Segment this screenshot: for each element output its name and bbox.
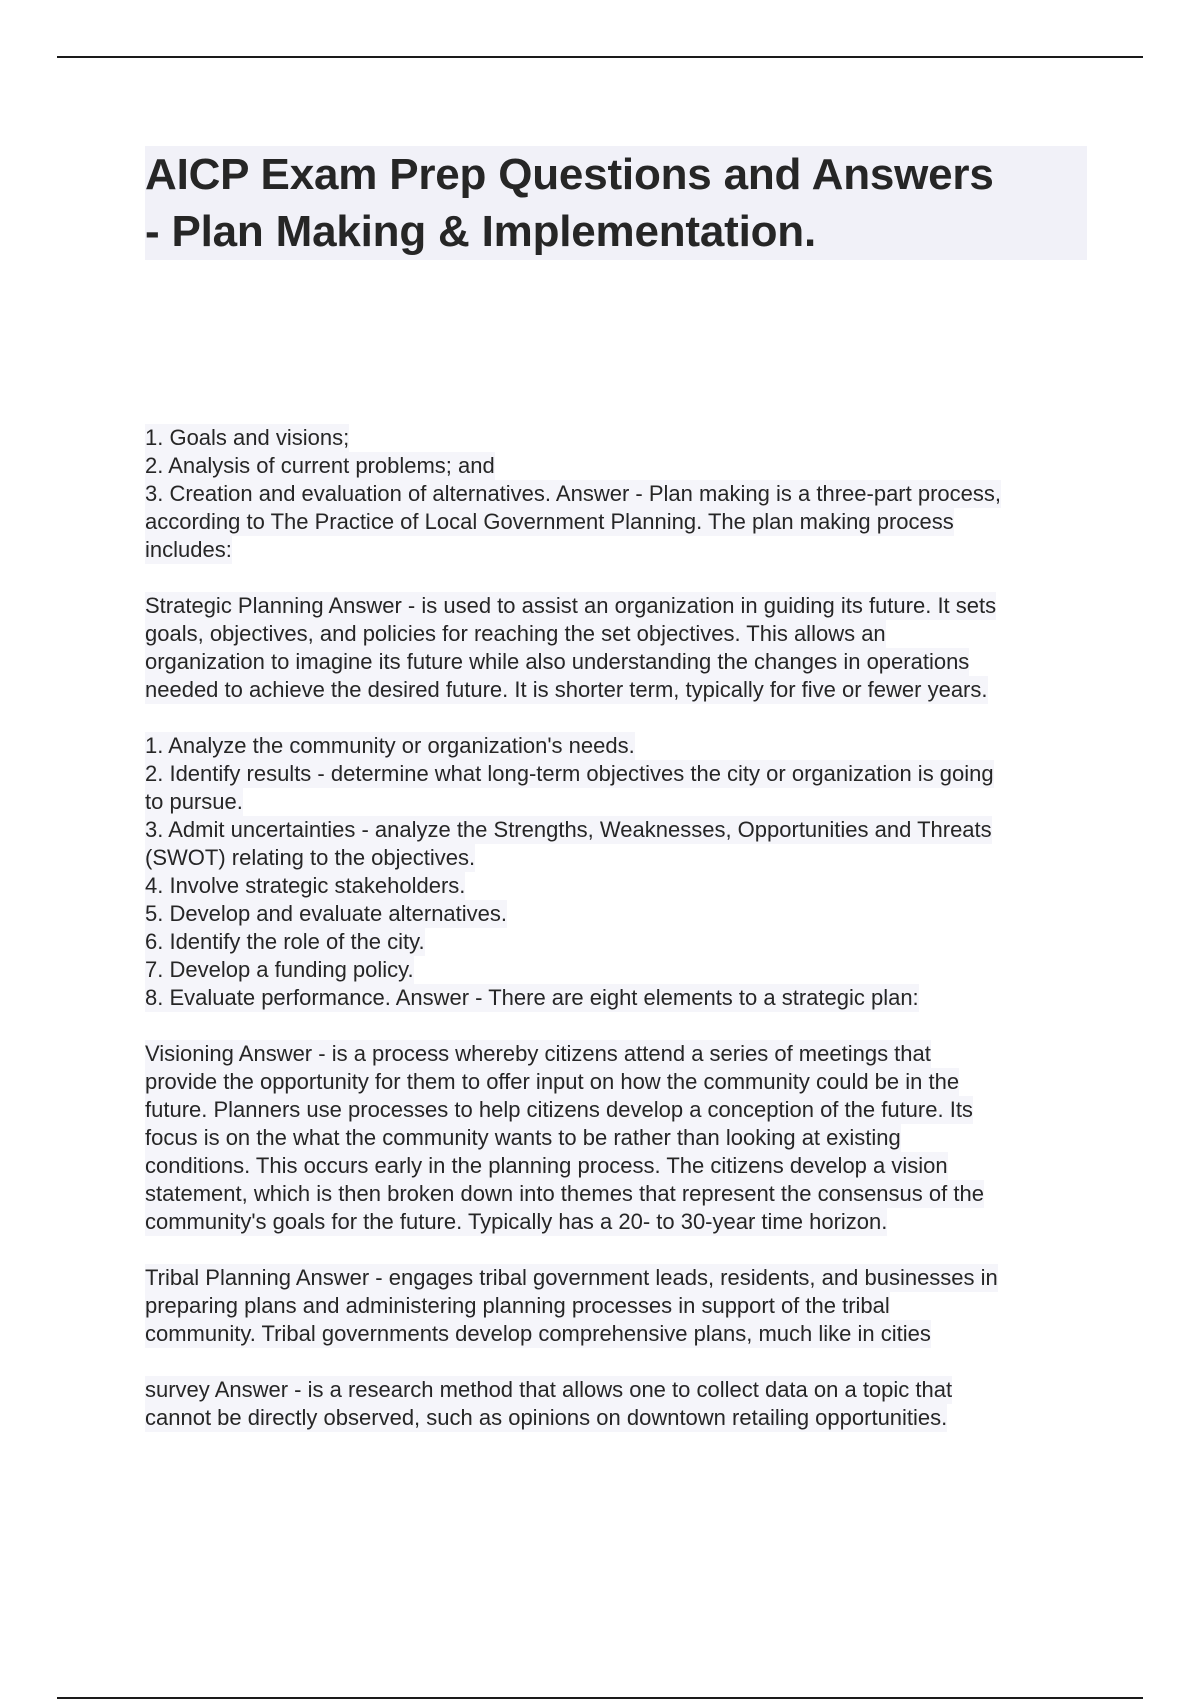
text-line: 4. Involve strategic stakeholders. bbox=[145, 873, 466, 898]
text-line: Strategic Planning Answer - is used to assist an organization in guiding its future. It sets bbox=[145, 593, 997, 618]
text-line: 2. Identify results - determine what long-term objectives the city or organization is going bbox=[145, 761, 994, 786]
paragraph-visioning bbox=[145, 1040, 1095, 1236]
paragraph-survey bbox=[145, 1376, 1095, 1432]
text-line: Visioning Answer - is a process whereby citizens attend a series of meetings that bbox=[145, 1041, 931, 1066]
text-line: 1. Analyze the community or organization's needs. bbox=[145, 733, 635, 758]
top-rule bbox=[57, 56, 1143, 58]
text-line: preparing plans and administering planning processes in support of the tribal bbox=[145, 1293, 890, 1318]
text-line: includes: bbox=[145, 537, 232, 562]
text-line: future. Planners use processes to help citizens develop a conception of the future. Its bbox=[145, 1097, 973, 1122]
text-line: organization to imagine its future while also understanding the changes in operations bbox=[145, 649, 970, 674]
text-line: cannot be directly observed, such as opinions on downtown retailing opportunities. bbox=[145, 1405, 948, 1430]
text-line: survey Answer - is a research method that allows one to collect data on a topic that bbox=[145, 1377, 953, 1402]
text-line: community's goals for the future. Typically has a 20- to 30-year time horizon. bbox=[145, 1209, 888, 1234]
text-line: according to The Practice of Local Government Planning. The plan making process bbox=[145, 509, 954, 534]
text-line: 7. Develop a funding policy. bbox=[145, 957, 414, 982]
text-line: 8. Evaluate performance. Answer - There are eight elements to a strategic plan: bbox=[145, 985, 919, 1010]
title-line-2: - Plan Making & Implementation. bbox=[145, 203, 1087, 260]
text-line: goals, objectives, and policies for reaching the set objectives. This allows an bbox=[145, 621, 886, 646]
paragraph-plan-making bbox=[145, 424, 1095, 564]
text-line: conditions. This occurs early in the planning process. The citizens develop a vision bbox=[145, 1153, 948, 1178]
text-line: 3. Creation and evaluation of alternatives. Answer - Plan making is a three-part process, bbox=[145, 481, 1002, 506]
text-line: Tribal Planning Answer - engages tribal government leads, residents, and businesses in bbox=[145, 1265, 998, 1290]
paragraph-strategic-elements bbox=[145, 732, 1095, 1012]
text-line: 3. Admit uncertainties - analyze the Strengths, Weaknesses, Opportunities and Threats bbox=[145, 817, 992, 842]
text-line: focus is on the what the community wants to be rather than looking at existing bbox=[145, 1125, 901, 1150]
text-line: 1. Goals and visions; bbox=[145, 425, 350, 450]
text-line: 5. Develop and evaluate alternatives. bbox=[145, 901, 508, 926]
document-title bbox=[145, 146, 1087, 260]
title-line-1: AICP Exam Prep Questions and Answers bbox=[145, 146, 1087, 203]
text-line: provide the opportunity for them to offer input on how the community could be in the bbox=[145, 1069, 960, 1094]
paragraph-strategic-planning bbox=[145, 592, 1095, 704]
text-line: needed to achieve the desired future. It is shorter term, typically for five or fewer years. bbox=[145, 677, 988, 702]
document-body bbox=[145, 424, 1095, 1432]
text-line: statement, which is then broken down into themes that represent the consensus of the bbox=[145, 1181, 984, 1206]
text-line: (SWOT) relating to the objectives. bbox=[145, 845, 476, 870]
bottom-rule bbox=[57, 1697, 1143, 1699]
paragraph-tribal-planning bbox=[145, 1264, 1095, 1348]
text-line: community. Tribal governments develop comprehensive plans, much like in cities bbox=[145, 1321, 931, 1346]
text-line: 2. Analysis of current problems; and bbox=[145, 453, 495, 478]
text-line: 6. Identify the role of the city. bbox=[145, 929, 425, 954]
text-line: to pursue. bbox=[145, 789, 243, 814]
